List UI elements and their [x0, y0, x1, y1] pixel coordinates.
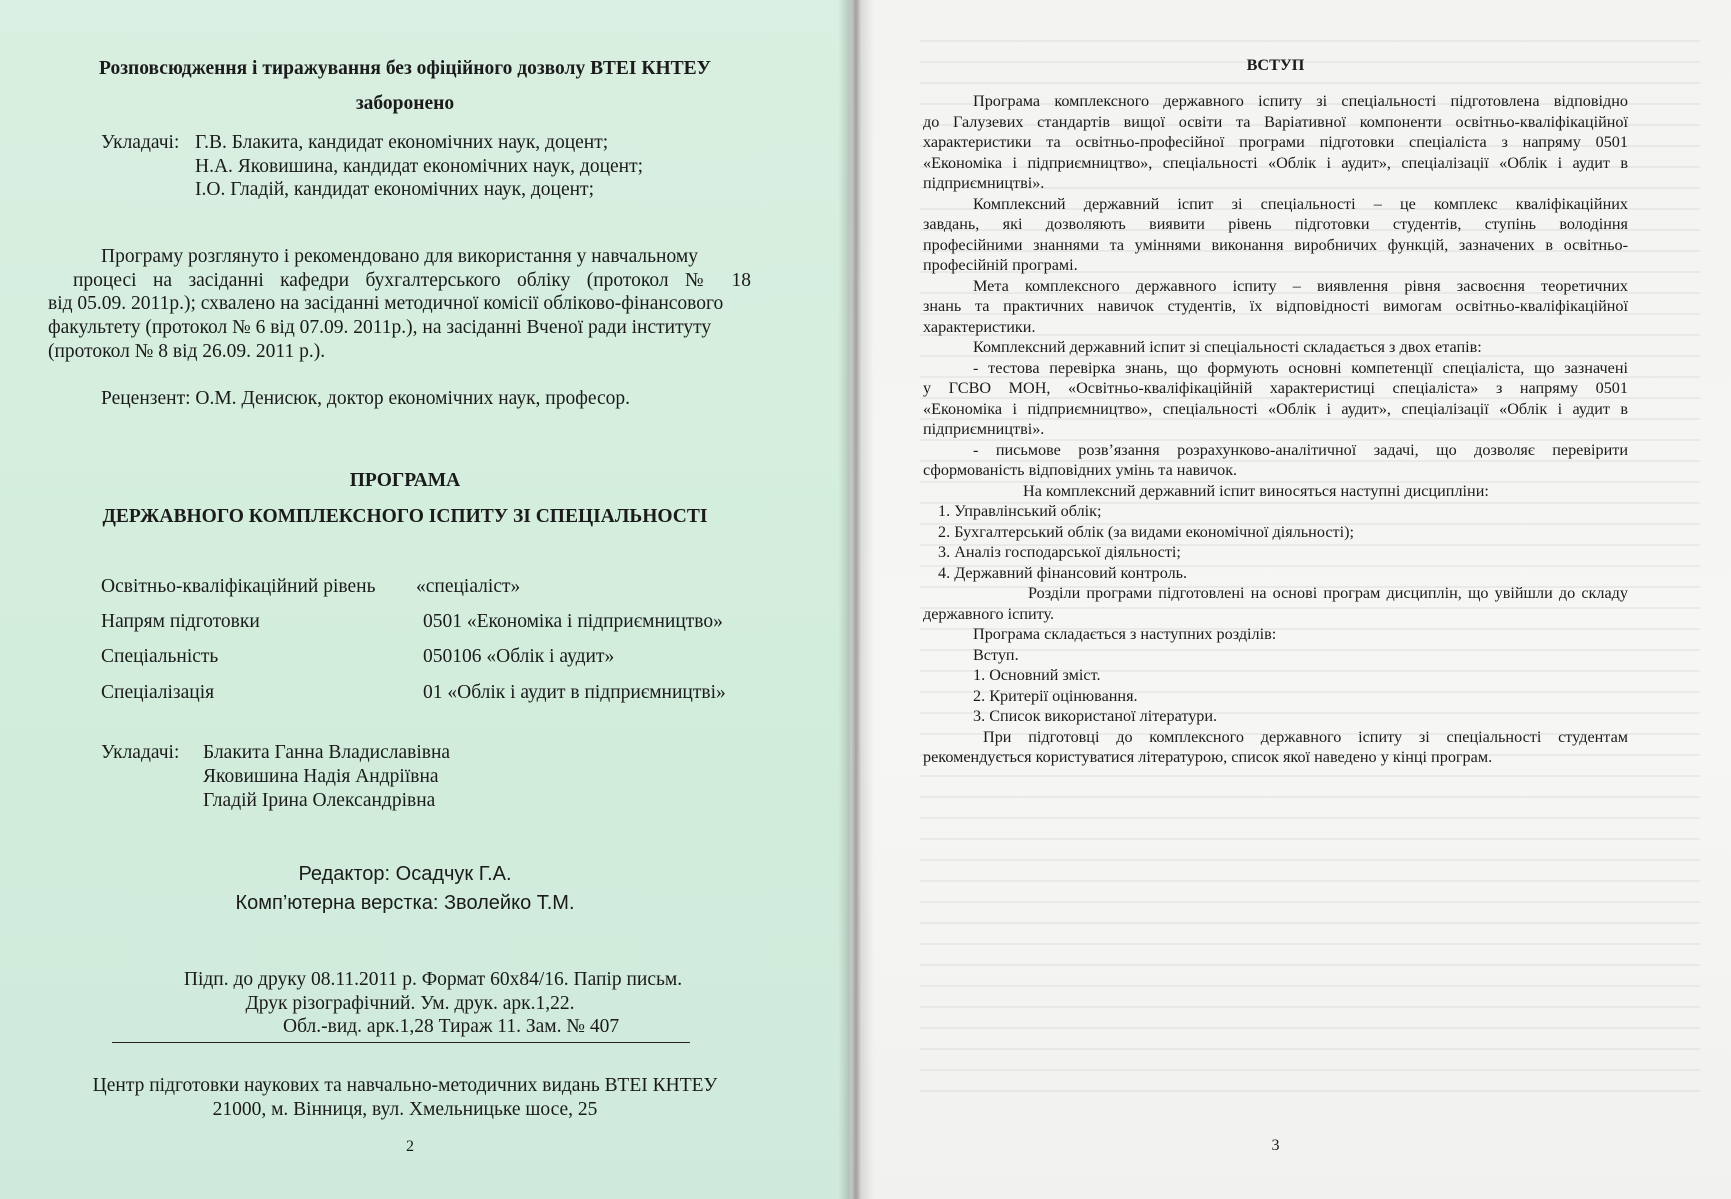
body-line: «Економіка і підприємництво», спеціальності «Облік і аудит», спеціалізації «Облік і аудит в	[923, 399, 1628, 418]
info-label: Спеціальність	[101, 646, 219, 667]
approval-line: від 05.09. 2011р.); схвалено на засіданні методичної комісії обліково-фінансового	[48, 293, 724, 314]
publisher-address: 21000, м. Вінниця, вул. Хмельницьке шосе, 25	[212, 1099, 598, 1120]
print-info-line: Обл.-вид. арк.1,28 Тираж 11. Зам. № 407	[283, 1016, 620, 1037]
body-line: Вступ.	[973, 645, 1019, 664]
reviewer: Рецензент: О.М. Денисюк, доктор економічних наук, професор.	[101, 388, 631, 409]
body-line: характеристики.	[923, 317, 1036, 336]
author-name: Яковишина Надія Андріївна	[203, 766, 439, 787]
book-gutter	[838, 0, 874, 1199]
distribution-notice-forbidden: заборонено	[355, 93, 455, 114]
info-value: 01 «Облік і аудит в підприємництві»	[423, 682, 726, 703]
section-heading: ВСТУП	[1246, 56, 1305, 74]
info-value: 0501 «Економіка і підприємництво»	[423, 611, 723, 632]
authors-label: Укладачі:	[101, 742, 180, 763]
page-number: 2	[406, 1138, 414, 1155]
body-line: у ГСВО МОН, «Освітньо-кваліфікаційній характеристиці спеціаліста» з напряму 0501	[923, 379, 1628, 397]
compiler-item: І.О. Гладій, кандидат економічних наук, доцент;	[195, 179, 594, 200]
approval-line: факультету (протокол № 6 від 07.09. 2011р.), на засіданні Вченої ради інституту	[48, 317, 712, 338]
info-value: «спеціаліст»	[416, 576, 521, 597]
distribution-notice: Розповсюдження і тиражування без офіційного дозволу ВТЕІ КНТЕУ	[99, 58, 711, 79]
body-line: завдань, які дозволяють виявити рівень підготовки студентів, ступінь володіння	[923, 215, 1628, 233]
body-line: Розділи програми підготовлені на основі програм дисциплін, що увійшли до складу	[1028, 584, 1628, 602]
body-line: Програма комплексного державного іспиту зі спеціальності підготовлена відповідно	[973, 92, 1628, 110]
approval-line: (протокол № 8 від 26.09. 2011 р.).	[48, 341, 326, 362]
approval-line: Програму розглянуто і рекомендовано для використання у навчальному	[101, 246, 698, 267]
print-info-line: Друк різографічний. Ум. друк. арк.1,22.	[245, 993, 575, 1014]
info-label: Спеціалізація	[101, 682, 215, 703]
program-title: ПРОГРАМА	[349, 470, 461, 491]
separator-line	[112, 1042, 690, 1043]
body-line: професійними знаннями та уміннями виконання виробничих функцій, зазначених в освітньо-	[923, 235, 1628, 254]
body-line: Програма складається з наступних розділів:	[973, 625, 1277, 643]
compiler-item: Н.А. Яковишина, кандидат економічних наук, доцент;	[195, 156, 644, 177]
compiler-item: Г.В. Блакита, кандидат економічних наук, доцент;	[195, 132, 609, 153]
compilers-label: Укладачі:	[101, 132, 180, 153]
body-line: Комплексний державний іспит зі спеціальності – це комплекс кваліфікаційних	[973, 194, 1628, 213]
body-line: підприємництві».	[923, 174, 1045, 192]
approval-line: процесі на засіданні кафедри бухгалтерського обліку (протокол № 18	[73, 270, 751, 291]
info-label: Напрям підготовки	[101, 611, 260, 632]
body-line: рекомендується користуватися літературою, список якої наведено у кінці програм.	[923, 748, 1493, 766]
author-name: Гладій Ірина Олександрівна	[203, 790, 436, 811]
body-line: 1. Управлінський облік;	[938, 502, 1102, 520]
page-number: 3	[1271, 1137, 1280, 1154]
body-line: «Економіка і підприємництво», спеціальності «Облік і аудит», спеціалізації «Облік і аудит в	[923, 153, 1628, 172]
body-line: - письмове розв’язання розрахунково-аналітичної задачі, що дозволяє перевірити	[973, 440, 1628, 459]
left-page	[0, 0, 850, 1199]
body-line: 2. Критерії оцінювання.	[973, 686, 1138, 705]
body-line: сформованість відповідних умінь та навичок.	[923, 461, 1238, 479]
print-info-line: Підп. до друку 08.11.2011 р. Формат 60х84/16. Папір письм.	[183, 969, 683, 990]
body-line: 3. Список використаної літератури.	[973, 707, 1218, 725]
body-line: державного іспиту.	[923, 604, 1055, 623]
body-line: - тестова перевірка знань, що формують основні компетенції спеціаліста, що зазначені	[973, 358, 1628, 377]
info-label: Освітньо-кваліфікаційний рівень	[101, 576, 376, 597]
body-line: 4. Державний фінансовий контроль.	[938, 563, 1188, 582]
body-line: При підготовці до комплексного державного іспиту зі спеціальності студентам	[983, 727, 1628, 746]
body-line: 2. Бухгалтерський облік (за видами економічної діяльності);	[938, 522, 1354, 541]
info-value: 050106 «Облік і аудит»	[423, 646, 615, 667]
body-line: характеристики та освітньо-професійної програми підготовки спеціаліста з напряму 0501	[923, 133, 1628, 151]
body-line: підприємництві».	[923, 420, 1045, 438]
body-line: знань та практичних навичок студентів, їх відповідності вимогам освітньо-кваліфікаційної	[923, 297, 1628, 315]
body-line: 3. Аналіз господарської діяльності;	[938, 543, 1181, 561]
editor: Редактор: Осадчук Г.А.	[298, 863, 512, 885]
body-line: професійній програмі.	[923, 256, 1078, 274]
publisher: Центр підготовки наукових та навчально-методичних видань ВТЕІ КНТЕУ	[92, 1075, 718, 1096]
body-line: Комплексний державний іспит зі спеціальності складається з двох етапів:	[973, 338, 1482, 356]
body-line: На комплексний державний іспит виносяться наступні дисципліни:	[1023, 481, 1489, 500]
program-subtitle: ДЕРЖАВНОГО КОМПЛЕКСНОГО ІСПИТУ ЗІ СПЕЦІАЛЬНОСТІ	[102, 506, 708, 527]
author-name: Блакита Ганна Владиславівна	[203, 742, 451, 763]
layout-credit: Комп’ютерна верстка: Зволейко Т.М.	[235, 892, 575, 914]
body-line: 1. Основний зміст.	[973, 666, 1101, 684]
body-line: Мета комплексного державного іспиту – виявлення рівня засвоєння теоретичних	[973, 276, 1628, 295]
body-line: до Галузевих стандартів вищої освіти та Варіативної компоненти освітньо-кваліфікаційної	[923, 112, 1628, 131]
